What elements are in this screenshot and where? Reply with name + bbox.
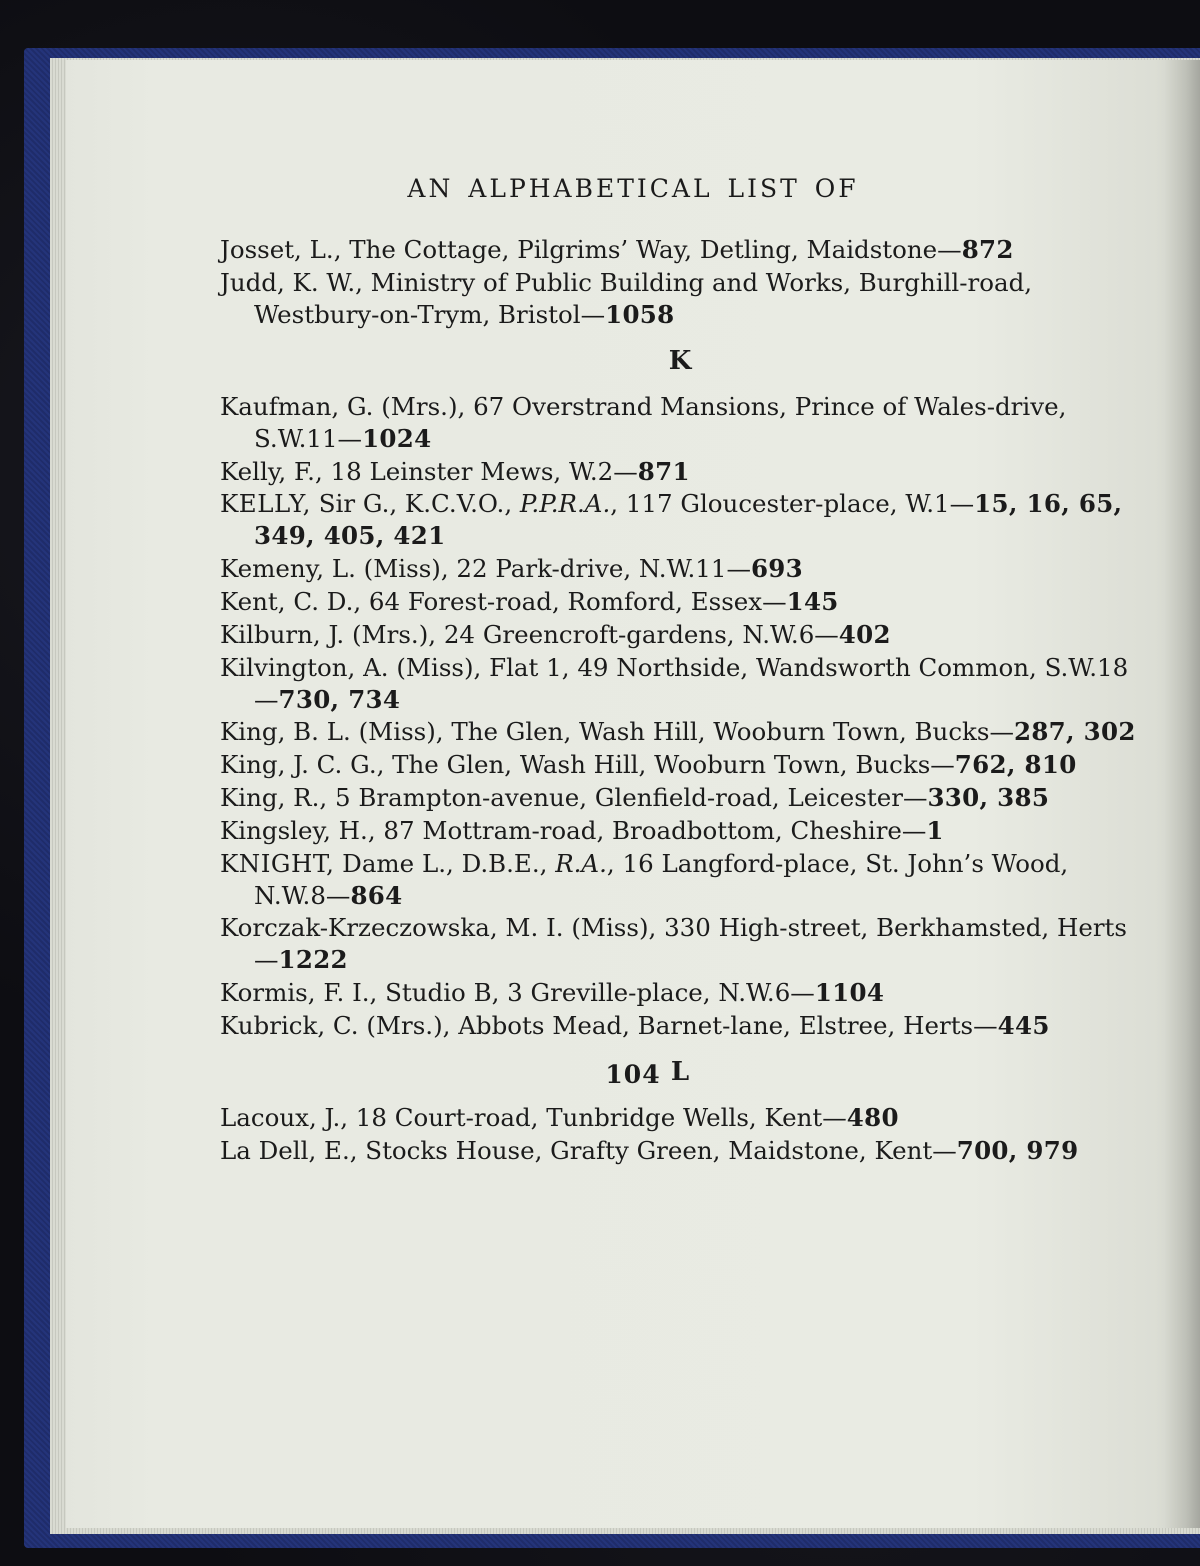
list-entry: Kubrick, C. (Mrs.), Abbots Mead, Barnet-lane, Elstree, Herts—445 [220, 1010, 1050, 1040]
list-entry: King, J. C. G., The Glen, Wash Hill, Wooburn Town, Bucks—762, 810 [220, 750, 1077, 780]
list-entry: Kilburn, J. (Mrs.), 24 Greencroft-gardens, N.W.6—402 [220, 619, 891, 649]
list-entry: Kemeny, L. (Miss), 22 Park-drive, N.W.11—693 [220, 554, 803, 584]
list-entry: Kormis, F. I., Studio B, 3 Greville-place, N.W.6—1104 [220, 978, 885, 1008]
list-entry: Judd, K. W., Ministry of Public Building and Works, Burghill-road, Westbury-on-Trym, Bristol—1058 [220, 267, 1033, 329]
section-heading-k: K [668, 345, 692, 376]
list-entry: Kent, C. D., 64 Forest-road, Romford, Essex—145 [220, 586, 839, 616]
page-header: AN ALPHABETICAL LIST OF [407, 174, 859, 203]
list-entry: King, R., 5 Brampton-avenue, Glenfield-road, Leicester—330, 385 [220, 782, 1050, 812]
page-gutter-shadow [1164, 60, 1200, 1528]
list-entry: Kaufman, G. (Mrs.), 67 Overstrand Mansions, Prince of Wales-drive, S.W.11—1024 [220, 391, 1067, 453]
list-entry: Lacoux, J., 18 Court-road, Tunbridge Wells, Kent—480 [220, 1102, 899, 1132]
list-entry: La Dell, E., Stocks House, Grafty Green, Maidstone, Kent—700, 979 [220, 1135, 1079, 1165]
list-entry: Korczak-Krzeczowska, M. I. (Miss), 330 High-street, Berkhamsted, Herts—1222 [220, 913, 1127, 975]
list-entry: KELLY, Sir G., K.C.V.O., P.P.R.A., 117 Gloucester-place, W.1—15, 16, 65, 349, 405, 421 [220, 489, 1123, 551]
list-entry: King, B. L. (Miss), The Glen, Wash Hill, Wooburn Town, Bucks—287, 302 [220, 717, 1136, 747]
list-entry: Josset, L., The Cottage, Pilgrims’ Way, Detling, Maidstone—872 [220, 235, 1014, 264]
entry-list [220, 234, 1140, 1168]
book-page [66, 60, 1200, 1528]
list-entry: KNIGHT, Dame L., D.B.E., R.A., 16 Langford-place, St. John’s Wood, N.W.8—864 [220, 848, 1069, 910]
section-heading-l: L [670, 1056, 690, 1087]
page-number: 104 [605, 1060, 661, 1089]
list-entry: Kilvington, A. (Miss), Flat 1, 49 Northside, Wandsworth Common, S.W.18—730, 734 [220, 652, 1129, 714]
list-entry: Kingsley, H., 87 Mottram-road, Broadbottom, Cheshire—1 [220, 815, 944, 845]
list-entry: Kelly, F., 18 Leinster Mews, W.2—871 [220, 456, 690, 486]
